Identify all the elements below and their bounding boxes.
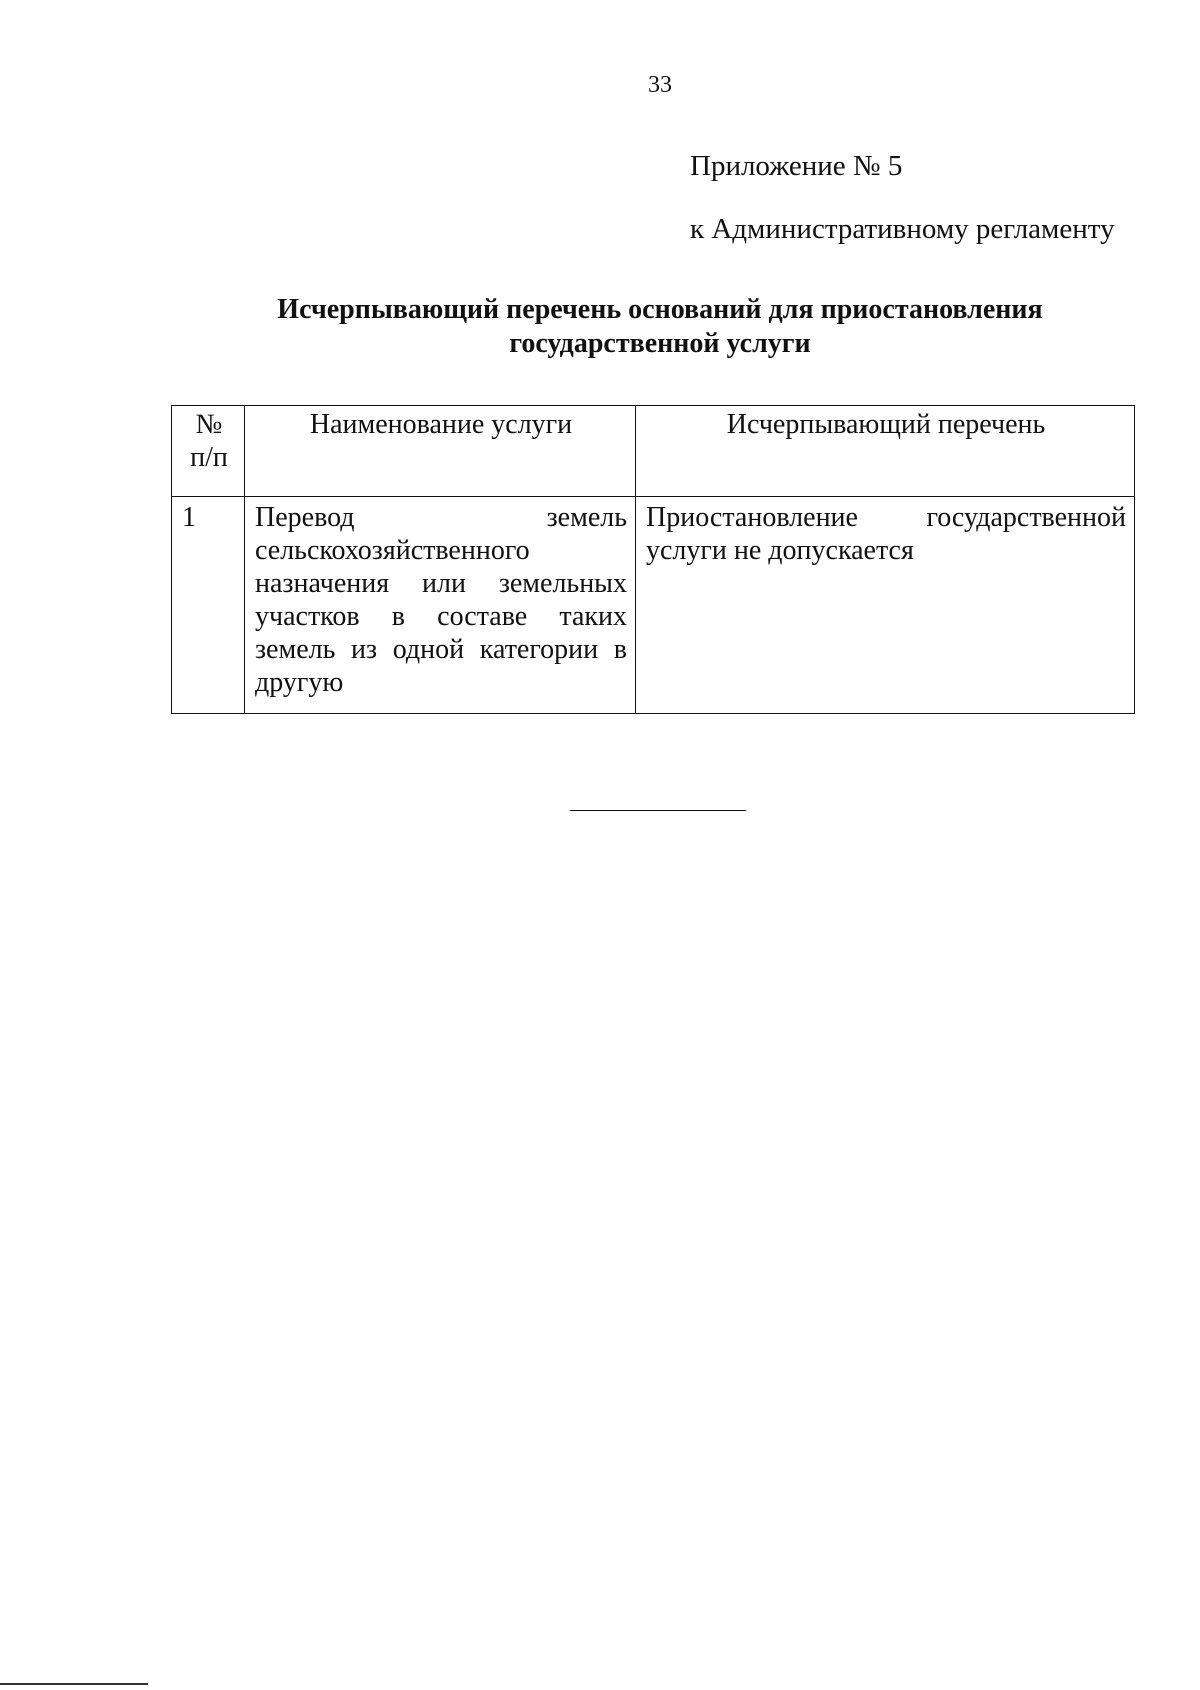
header-num-cell [172,406,245,497]
page-number: 33 [648,72,672,98]
row-num-cell [172,497,245,714]
row-name-line: земель из одной категории в [255,634,627,665]
appendix-subtitle: к Административному регламенту [690,213,1115,245]
header-list-label: Исчерпывающий перечень [726,409,1046,440]
row-list-cell [636,497,1135,714]
heading-line-2: государственной услуги [509,328,811,359]
row-name-line: участков в составе таких [255,601,627,632]
row-list-line: Приостановление государственной [646,502,1126,533]
heading-line-1: Исчерпывающий перечень оснований для приостановления [277,294,1043,325]
row-list-line: услуги не допускается [646,535,914,566]
row-name-line: другую [255,667,344,698]
grounds-table [171,405,1135,714]
header-list-cell [636,406,1135,497]
table-header-row [172,406,1135,497]
scan-edge-mark [0,1683,148,1685]
row-num: 1 [182,502,196,533]
row-name-line: Перевод земель [255,502,627,533]
header-name-cell [245,406,636,497]
table-row [172,497,1135,714]
document-heading [160,293,1160,361]
row-name-line: сельскохозяйственного [255,535,530,566]
end-rule [570,810,746,811]
header-name-label: Наименование услуги [309,409,573,440]
header-num-line-1: № [195,409,223,440]
appendix-title: Приложение № 5 [690,150,903,182]
row-name-line: назначения или земельных [255,568,627,599]
header-num-line-2: п/п [190,442,228,473]
row-name-cell [245,497,636,714]
